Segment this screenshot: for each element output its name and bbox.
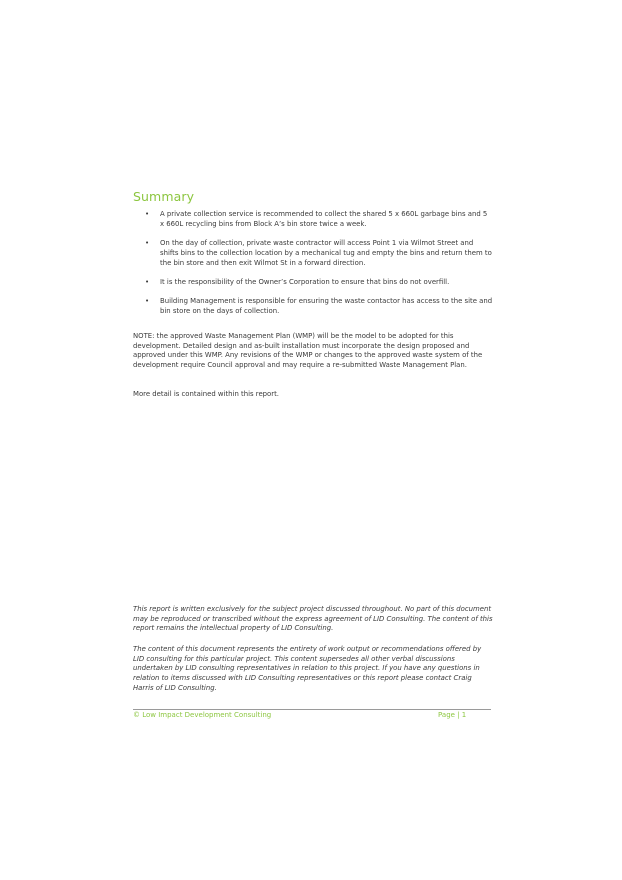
disclaimer-paragraph-copyright: This report is written exclusively for the subject project discussed throughout. No part of this document may be reproduced or transcribed without the express agreement of LID Consulting. The content of this report remains the intellectual property of LID Consulting. xyxy=(133,605,493,633)
summary-bullet-list xyxy=(133,210,493,326)
list-item xyxy=(133,210,493,230)
bullet-text: Building Management is responsible for ensuring the waste contactor has access to the site and bin store on the days of collection. xyxy=(160,297,493,316)
footer-page-number: Page | 1 xyxy=(438,711,467,719)
bullet-icon: • xyxy=(145,277,150,286)
section-heading-summary: Summary xyxy=(133,189,195,204)
bullet-text: It is the responsibility of the Owner’s Corporation to ensure that bins do not overfill. xyxy=(160,277,450,286)
list-item xyxy=(133,297,493,317)
disclaimer-paragraph-content: The content of this document represents the entirety of work output or recommendations offered by LID consulting for this particular project. This content supersedes all other verbal discussions undertaken by LID consulting representatives in relation to this project. If you have any questions in relation to items discussed with LID Consulting representatives or this report please contact Craig Harris of LID Consulting. xyxy=(133,645,482,692)
bullet-text: On the day of collection, private waste contractor will access Point 1 via Wilmot Street and shifts bins to the collection location by a mechanical tug and empty the bins and return them to the bin store and then exit Wilmot St in a forward direction. xyxy=(160,239,492,267)
footer-divider xyxy=(133,709,491,710)
list-item xyxy=(133,278,493,288)
bullet-icon: • xyxy=(145,297,150,306)
more-detail-paragraph: More detail is contained within this report. xyxy=(133,390,279,398)
bullet-icon: • xyxy=(145,239,150,248)
wmp-note-paragraph: NOTE: the approved Waste Management Plan (WMP) will be the model to be adopted for this development. Detailed design and as-built installation must incorporate the design proposed and approved under this WMP. Any revisions of the WMP or changes to the approved waste system of the development require Council approval and may require a re-submitted Waste Management Plan. xyxy=(133,332,483,370)
list-item xyxy=(133,239,493,268)
footer-copyright: © Low Impact Development Consulting xyxy=(133,711,272,719)
bullet-icon: • xyxy=(145,210,150,218)
bullet-text: A private collection service is recommended to collect the shared 5 x 660L garbage bins and 5 x 660L recycling bins from Block A’s bin store twice a week. xyxy=(160,210,488,228)
